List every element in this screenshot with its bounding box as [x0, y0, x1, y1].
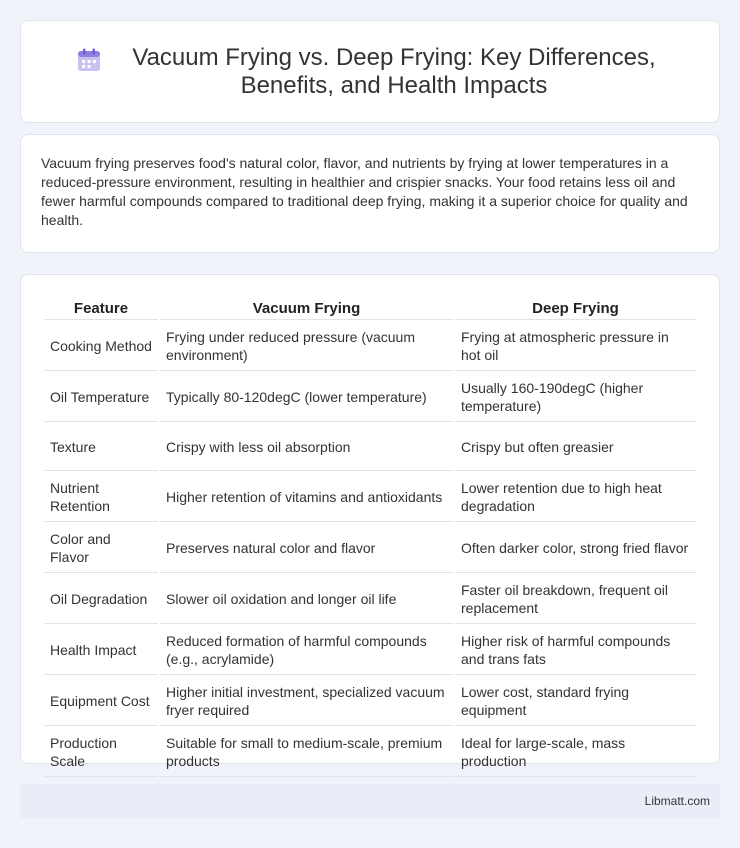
cell-deep: Usually 160-190degC (higher temperature) — [455, 373, 696, 422]
cell-vacuum: Typically 80-120degC (lower temperature) — [160, 373, 453, 422]
table-row — [44, 677, 696, 726]
calendar-icon — [76, 47, 102, 73]
cell-vacuum: Suitable for small to medium-scale, premium products — [160, 728, 453, 777]
table-row — [44, 626, 696, 675]
footer-brand[interactable]: Libmatt.com — [644, 794, 710, 808]
header-vacuum-frying: Vacuum Frying — [160, 297, 453, 320]
cell-vacuum: Preserves natural color and flavor — [160, 524, 453, 573]
cell-vacuum: Higher retention of vitamins and antioxidants — [160, 473, 453, 522]
footer — [20, 784, 720, 818]
cell-feature: Oil Temperature — [44, 373, 158, 422]
page-title: Vacuum Frying vs. Deep Frying: Key Differences, Benefits, and Health Impacts — [132, 43, 656, 99]
header-feature: Feature — [44, 297, 158, 320]
comparison-table — [42, 295, 698, 779]
intro-paragraph: Vacuum frying preserves food's natural color, flavor, and nutrients by frying at lower temperatures in a reduced-pressure environment, resulting in healthier and crispier snacks. Your food retains less oil and fewer harmful compounds compared to traditional deep frying, making it a superior choice for quality and health. — [41, 155, 688, 228]
table-row — [44, 373, 696, 422]
cell-vacuum: Crispy with less oil absorption — [160, 424, 453, 471]
cell-feature: Equipment Cost — [44, 677, 158, 726]
table-row — [44, 322, 696, 371]
cell-vacuum: Reduced formation of harmful compounds (e.g., acrylamide) — [160, 626, 453, 675]
table-card — [20, 274, 720, 769]
cell-feature: Texture — [44, 424, 158, 471]
table-row — [44, 524, 696, 573]
cell-deep: Often darker color, strong fried flavor — [455, 524, 696, 573]
cell-vacuum: Higher initial investment, specialized vacuum fryer required — [160, 677, 453, 726]
cell-deep: Higher risk of harmful compounds and trans fats — [455, 626, 696, 675]
cell-deep: Lower cost, standard frying equipment — [455, 677, 696, 726]
table-row — [44, 728, 696, 777]
cell-feature: Cooking Method — [44, 322, 158, 371]
table-row — [44, 575, 696, 624]
cell-feature: Nutrient Retention — [44, 473, 158, 522]
table-row — [44, 473, 696, 522]
table-header-row — [44, 297, 696, 320]
cell-deep: Faster oil breakdown, frequent oil replacement — [455, 575, 696, 624]
cell-feature: Color and Flavor — [44, 524, 158, 573]
cell-feature: Production Scale — [44, 728, 158, 777]
cell-deep: Lower retention due to high heat degradation — [455, 473, 696, 522]
cell-feature: Health Impact — [44, 626, 158, 675]
cell-deep: Crispy but often greasier — [455, 424, 696, 471]
cell-deep: Frying at atmospheric pressure in hot oil — [455, 322, 696, 371]
cell-feature: Oil Degradation — [44, 575, 158, 624]
cell-deep: Ideal for large-scale, mass production — [455, 728, 696, 777]
header-deep-frying: Deep Frying — [455, 297, 696, 320]
title-card — [20, 20, 720, 123]
table-row — [44, 424, 696, 471]
title-wrap — [76, 44, 664, 100]
cell-vacuum: Frying under reduced pressure (vacuum environment) — [160, 322, 453, 371]
intro-card — [20, 134, 720, 253]
cell-vacuum: Slower oil oxidation and longer oil life — [160, 575, 453, 624]
